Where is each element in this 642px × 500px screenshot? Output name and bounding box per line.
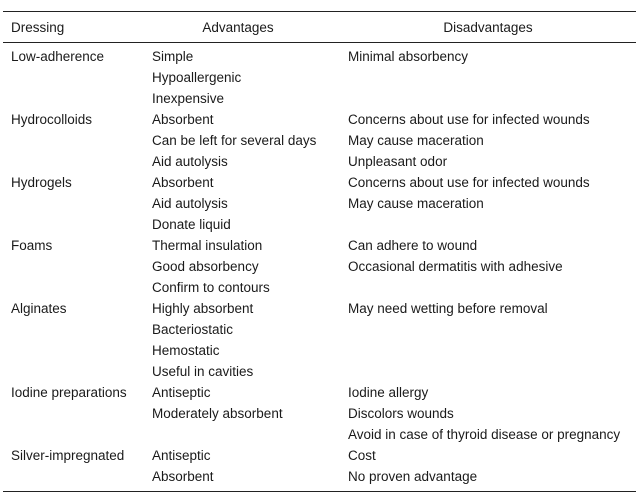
cell-advantage: Antiseptic: [152, 448, 211, 463]
cell-disadvantage: Unpleasant odor: [348, 154, 448, 169]
cell-advantage: Confirm to contours: [152, 280, 270, 295]
table-row: [3, 214, 636, 235]
table-row: [3, 67, 636, 88]
table-body: [3, 43, 636, 491]
table-row: [3, 193, 636, 214]
cell-disadvantage: No proven advantage: [348, 469, 478, 484]
cell-advantage: Bacteriostatic: [152, 322, 234, 337]
table-row: [3, 235, 636, 256]
dressings-table: [3, 11, 636, 492]
cell-dressing: Low-adherence: [11, 49, 105, 64]
table-row: [3, 403, 636, 424]
header-advantages: Advantages: [202, 19, 274, 35]
cell-disadvantage: Avoid in case of thyroid disease or pregnancy: [348, 427, 621, 442]
cell-advantage: Hypoallergenic: [152, 70, 242, 85]
cell-disadvantage: May need wetting before removal: [348, 301, 548, 316]
cell-advantage: Absorbent: [152, 469, 214, 484]
header-dressing: Dressing: [11, 19, 65, 35]
cell-disadvantage: Minimal absorbency: [348, 49, 469, 64]
cell-disadvantage: Iodine allergy: [348, 385, 429, 400]
table-row: [3, 277, 636, 298]
cell-disadvantage: Occasional dermatitis with adhesive: [348, 259, 563, 274]
header-disadvantages: Disadvantages: [443, 19, 533, 35]
cell-disadvantage: Cost: [348, 448, 376, 463]
cell-disadvantage: May cause maceration: [348, 196, 484, 211]
cell-advantage: Thermal insulation: [152, 238, 263, 253]
cell-dressing: Hydrocolloids: [11, 112, 93, 127]
cell-disadvantage: Discolors wounds: [348, 406, 454, 421]
table-row: [3, 319, 636, 340]
table-row: [3, 46, 636, 67]
cell-advantage: Useful in cavities: [152, 364, 254, 379]
table-row: [3, 298, 636, 319]
table-row: [3, 424, 636, 445]
table-row: [3, 256, 636, 277]
cell-advantage: Moderately absorbent: [152, 406, 283, 421]
table-row: [3, 151, 636, 172]
table-row: [3, 382, 636, 403]
cell-disadvantage: Can adhere to wound: [348, 238, 478, 253]
cell-advantage: Simple: [152, 49, 194, 64]
cell-advantage: Can be left for several days: [152, 133, 317, 148]
cell-advantage: Donate liquid: [152, 217, 231, 232]
cell-advantage: Aid autolysis: [152, 196, 228, 211]
cell-advantage: Aid autolysis: [152, 154, 228, 169]
bottom-rule: [3, 491, 636, 492]
cell-advantage: Antiseptic: [152, 385, 211, 400]
cell-advantage: Absorbent: [152, 112, 214, 127]
cell-dressing: Hydrogels: [11, 175, 72, 190]
table-row: [3, 361, 636, 382]
cell-advantage: Good absorbency: [152, 259, 259, 274]
cell-dressing: Alginates: [11, 301, 67, 316]
cell-dressing: Silver-impregnated: [11, 448, 125, 463]
table-row: [3, 340, 636, 361]
table-row: [3, 109, 636, 130]
cell-dressing: Foams: [11, 238, 53, 253]
cell-disadvantage: Concerns about use for infected wounds: [348, 112, 590, 127]
cell-advantage: Absorbent: [152, 175, 214, 190]
table-row: [3, 88, 636, 109]
cell-advantage: Hemostatic: [152, 343, 220, 358]
table-row: [3, 130, 636, 151]
cell-advantage: Highly absorbent: [152, 301, 254, 316]
table-header-row: [3, 12, 636, 42]
cell-dressing: Iodine preparations: [11, 385, 127, 400]
cell-disadvantage: Concerns about use for infected wounds: [348, 175, 590, 190]
table-row: [3, 466, 636, 487]
table-row: [3, 445, 636, 466]
cell-disadvantage: May cause maceration: [348, 133, 484, 148]
table-row: [3, 172, 636, 193]
cell-advantage: Inexpensive: [152, 91, 225, 106]
